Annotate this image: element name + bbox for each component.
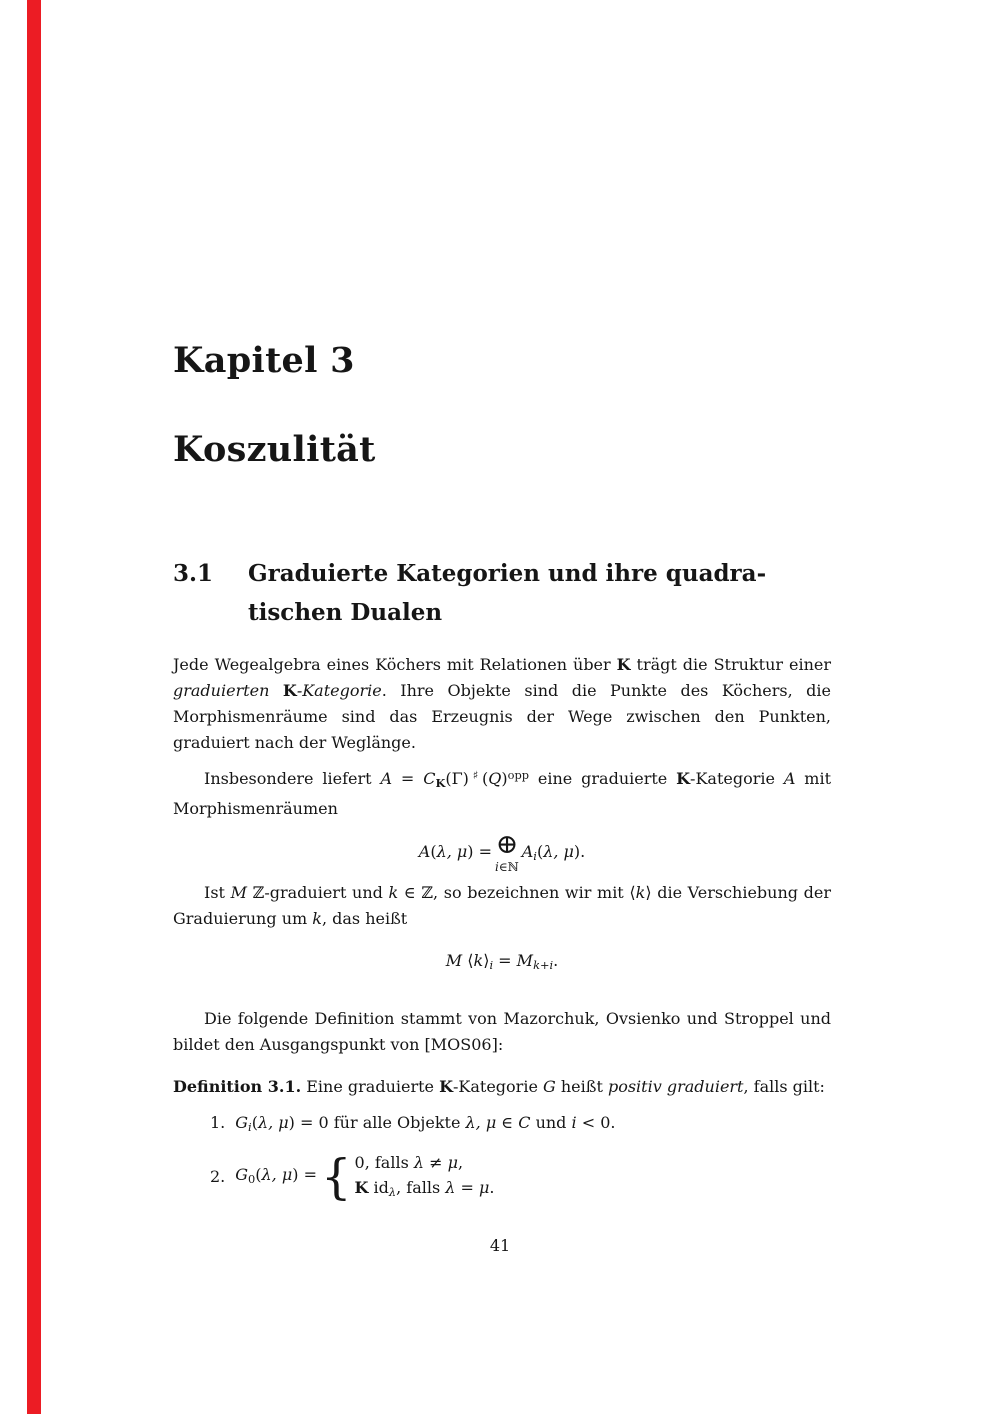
enum-item-2-body xyxy=(235,1150,494,1205)
definition-3-1: Definition 3.1. Eine graduierte K-Kategorie G heißt positiv graduiert, falls gilt: xyxy=(173,1076,825,1096)
page-number: 41 xyxy=(489,1236,511,1255)
left-margin-marker xyxy=(27,0,41,1414)
direct-sum-operator-icon: ⊕ xyxy=(495,828,519,860)
page-content xyxy=(173,0,831,1204)
section-title xyxy=(248,554,766,632)
enum-item-2 xyxy=(173,1150,831,1205)
enum-item-1 xyxy=(173,1110,831,1140)
section-title-line1: Graduierte Kategorien und ihre quadra- xyxy=(248,560,767,587)
cases-lead: $G_0(\lambda$, μ) = xyxy=(235,1165,317,1186)
big-operator-stack xyxy=(495,830,519,874)
chapter-label: Kapitel 3 xyxy=(173,340,355,381)
formula-right: $A_i(\lambda$, μ). xyxy=(521,841,586,863)
chapter-title: Koszulität xyxy=(173,429,376,470)
cases-lines xyxy=(355,1150,495,1205)
enum-item-1-number: 1. xyxy=(210,1112,226,1132)
enum-item-1-body: $G_i(\lambda$, μ) = 0 für alle Objekte λ, μ ∈ C und i < 0. xyxy=(235,1112,616,1134)
case-line-2: K $id_\lambda$, falls λ = μ. xyxy=(354,1177,495,1199)
enum-item-2-number: 2. xyxy=(210,1167,226,1186)
definition-enumeration xyxy=(173,1110,831,1205)
cases-brace-icon: { xyxy=(320,1149,352,1205)
formula-left: A(λ, μ) = xyxy=(418,842,493,862)
display-formula-shift: M $⟨k⟩_i = M_{k+i}$. xyxy=(445,950,559,972)
paragraph-insbesondere: Insbesondere liefert $A = C_K(\Gamma)^♯(Q)^{opp}$ eine graduierte K-Kategorie A mit Morphismenräumen xyxy=(173,768,832,818)
operator-subscript: i∈ℕ xyxy=(495,859,519,874)
paragraph-verschiebung: Ist M ℤ-graduiert und k ∈ ℤ, so bezeichnen wir mit ⟨k⟩ die Verschiebung der Graduierung um k, das heißt xyxy=(173,882,832,928)
case-line-1: 0, falls λ ≠ μ, xyxy=(354,1152,464,1172)
section-heading xyxy=(173,554,831,632)
display-formula-direct-sum xyxy=(173,830,831,874)
paragraph-intro: Jede Wegealgebra eines Köchers mit Relationen über K trägt die Struktur einer graduierten K-Kategorie. Ihre Objekte sind die Punkte des Köchers, die Morphismenräume sind das Erzeugnis der Wege zwischen den Punkten, graduiert nach der Weglänge. xyxy=(173,655,832,752)
section-number: 3.1 xyxy=(173,560,214,587)
section-title-line2: tischen Dualen xyxy=(248,599,443,626)
paragraph-mos-reference: Die folgende Definition stammt von Mazorchuk, Ovsienko und Stroppel und bildet den Ausgangspunkt von [MOS06]: xyxy=(173,1008,831,1054)
